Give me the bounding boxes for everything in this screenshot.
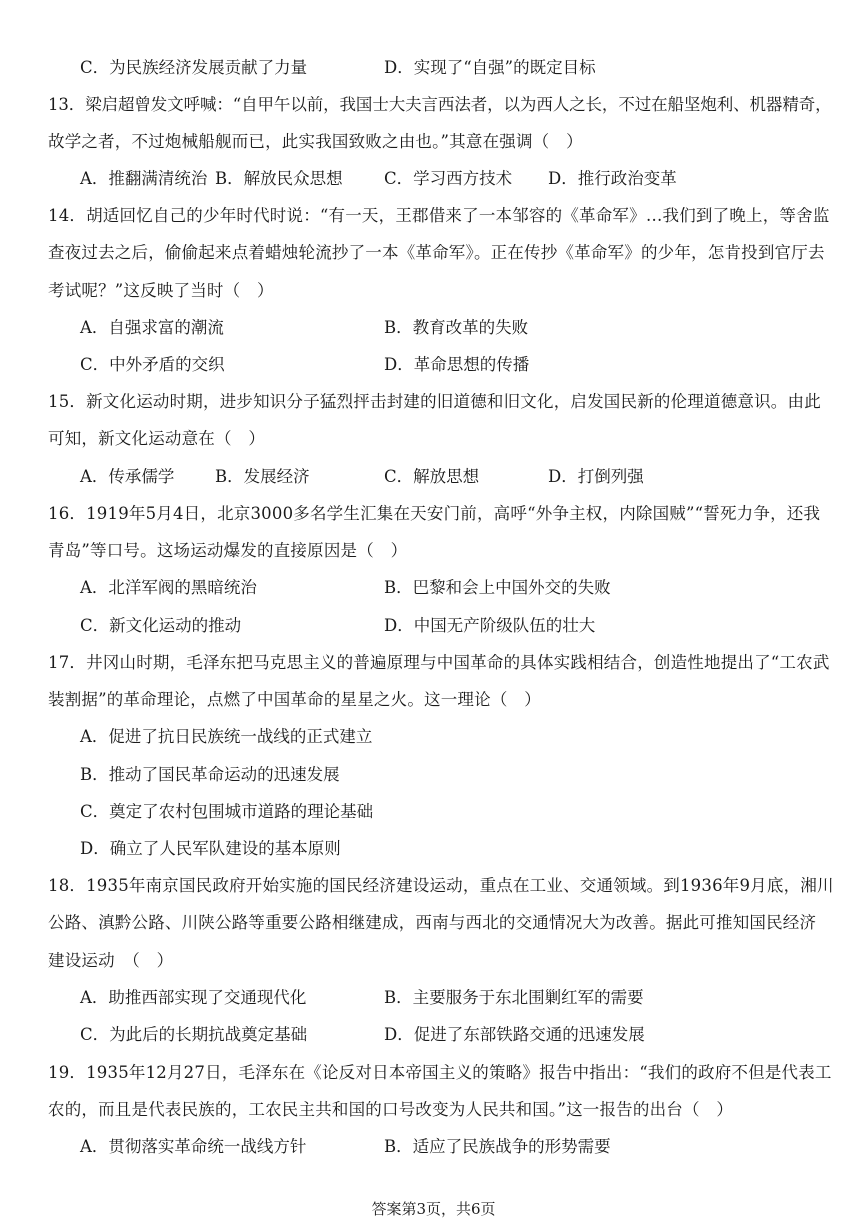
q13-stem-line2: 故学之者，不过炮械船舰而已，此实我国致败之由也。”其意在强调（ ）	[48, 132, 583, 151]
q17-option-d: D．确立了人民军队建设的基本原则	[80, 839, 341, 858]
q19-stem-line1: 19．1935年12月27日，毛泽东在《论反对日本帝国主义的策略》报告中指出：“我们的政府不但是代表工	[48, 1063, 832, 1082]
q12-option-c: C．为民族经济发展贡献了力量	[80, 58, 308, 77]
q16-option-d: D．中国无产阶级队伍的壮大	[384, 616, 596, 635]
q14-stem-line3: 考试呢？”这反映了当时（ ）	[48, 281, 274, 300]
q17-option-b: B．推动了国民革命运动的迅速发展	[80, 765, 340, 784]
q14-option-c: C．中外矛盾的交织	[80, 355, 225, 374]
q15-stem-line1: 15．新文化运动时期，进步知识分子猛烈抨击封建的旧道德和旧文化，启发国民新的伦理道德意识。由此	[48, 392, 821, 411]
q17-stem-line1: 17．井冈山时期，毛泽东把马克思主义的普遍原理与中国革命的具体实践相结合，创造性地提出了“工农武	[48, 653, 830, 672]
q19-stem-line2: 农的，而且是代表民族的，工农民主共和国的口号改变为人民共和国。”这一报告的出台（ ）	[48, 1100, 734, 1119]
q18-option-b: B．主要服务于东北围剿红军的需要	[384, 988, 644, 1007]
q15-stem-line2: 可知，新文化运动意在（ ）	[48, 429, 266, 448]
q19-option-b: B．适应了民族战争的形势需要	[384, 1137, 611, 1156]
q16-option-a: A．北洋军阀的黑暗统治	[80, 578, 257, 597]
q13-option-a: A．推翻满清统治	[80, 169, 208, 188]
q17-option-a: A．促进了抗日民族统一战线的正式建立	[80, 727, 373, 746]
q14-option-b: B．教育改革的失败	[384, 318, 529, 337]
q14-option-a: A．自强求富的潮流	[80, 318, 224, 337]
q14-option-d: D．革命思想的传播	[384, 355, 530, 374]
q18-stem-line2: 公路、滇黔公路、川陕公路等重要公路相继建成，西南与西北的交通情况大为改善。据此可推知国民经济	[48, 913, 817, 932]
q18-stem-line3: 建设运动 （ ）	[48, 951, 174, 970]
q15-option-c: C．解放思想	[384, 467, 480, 486]
q17-stem-line2: 装割据”的革命理论，点燃了中国革命的星星之火。这一理论（ ）	[48, 690, 541, 709]
q13-option-b: B．解放民众思想	[215, 169, 343, 188]
q19-option-a: A．贯彻落实革命统一战线方针	[80, 1137, 307, 1156]
q15-option-a: A．传承儒学	[80, 467, 175, 486]
q13-option-d: D．推行政治变革	[548, 169, 677, 188]
q18-option-d: D．促进了东部铁路交通的迅速发展	[384, 1025, 645, 1044]
q13-stem-line1: 13．梁启超曾发文呼喊：“自甲午以前，我国士大夫言西法者，以为西人之长，不过在船坚炮利、机器精奇，	[48, 95, 832, 114]
q16-stem-line1: 16．1919年5月4日，北京3000多名学生汇集在天安门前，高呼“外争主权，内除国贼”“誓死力争，还我	[48, 504, 821, 523]
q16-option-c: C．新文化运动的推动	[80, 616, 242, 635]
q13-option-c: C．学习西方技术	[384, 169, 513, 188]
q18-option-c: C．为此后的长期抗战奠定基础	[80, 1025, 308, 1044]
q18-option-a: A．助推西部实现了交通现代化	[80, 988, 307, 1007]
q16-stem-line2: 青岛”等口号。这场运动爆发的直接原因是（ ）	[48, 541, 408, 560]
q12-option-d: D．实现了“自强”的既定目标	[384, 58, 596, 77]
q14-stem-line2: 查夜过去之后，偷偷起来点着蜡烛轮流抄了一本《革命军》。正在传抄《革命军》的少年，怎肯投到官厅去	[48, 243, 825, 262]
q14-stem-line1: 14．胡适回忆自己的少年时代时说：“有一天，王郡借来了一本邹容的《革命军》…我们到了晚上，等舍监	[48, 206, 830, 225]
q16-option-b: B．巴黎和会上中国外交的失败	[384, 578, 611, 597]
q18-stem-line1: 18．1935年南京国民政府开始实施的国民经济建设运动，重点在工业、交通领域。到1936年9月底，湘川	[48, 876, 834, 895]
q17-option-c: C．奠定了农村包围城市道路的理论基础	[80, 802, 374, 821]
q15-option-d: D．打倒列强	[548, 467, 644, 486]
page-footer: 答案第3页，共6页	[371, 1200, 496, 1218]
q15-option-b: B．发展经济	[215, 467, 310, 486]
